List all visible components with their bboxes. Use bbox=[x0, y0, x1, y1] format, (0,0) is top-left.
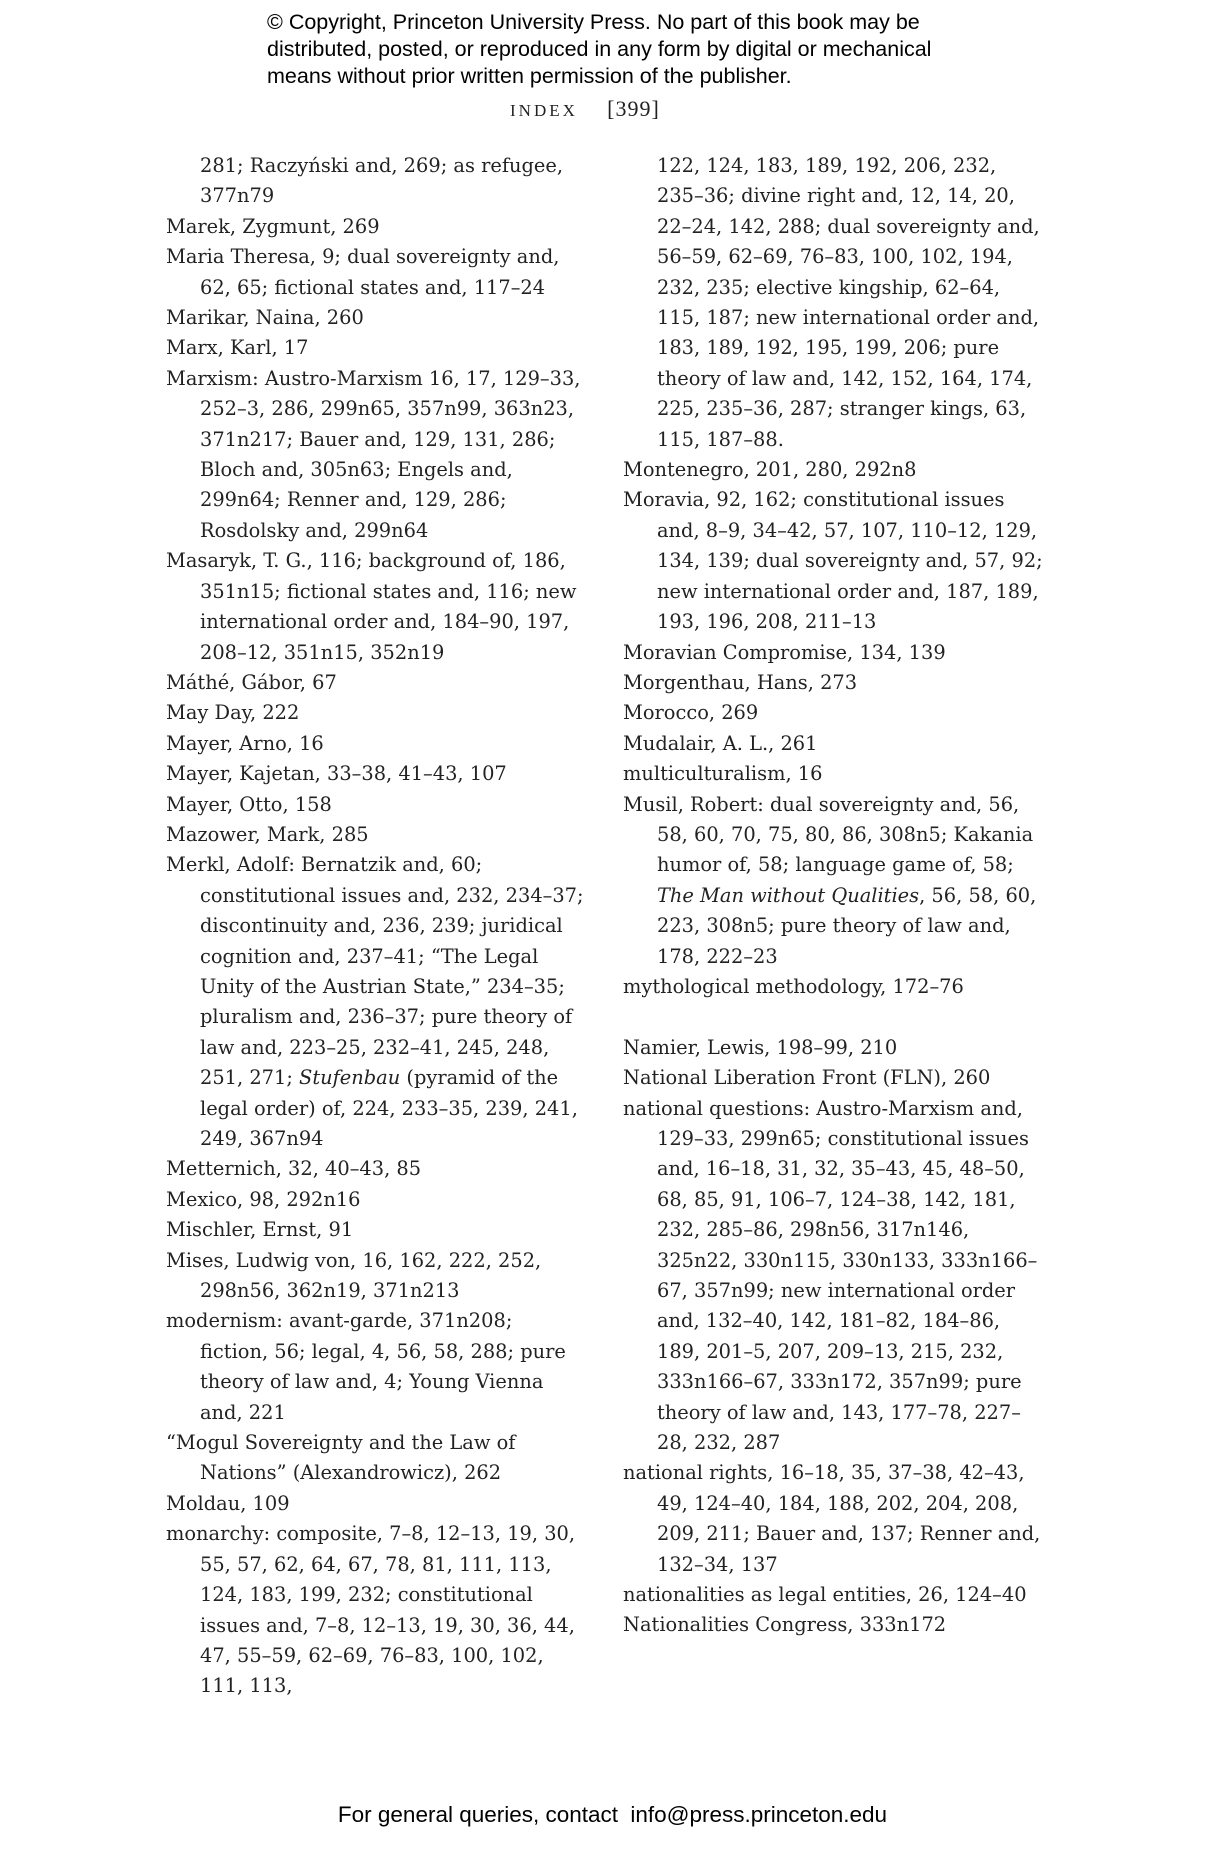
index-entry-text: May Day, 222 bbox=[166, 701, 300, 725]
index-entry-text: modernism: avant-garde, 371n208; fiction, 56; legal, 4, 56, 58, 288; pure theory of law and, 4; Young Vienna and, 221 bbox=[166, 1309, 566, 1424]
index-entry bbox=[166, 364, 586, 546]
index-entry-text: Mayer, Arno, 16 bbox=[166, 731, 324, 755]
index-entry-text: Musil, Robert: dual sovereignty and, 56, 58, 60, 70, 75, 80, 86, 308n5; Kakania humor of, 58; language game of, 58; bbox=[623, 792, 1034, 877]
index-entry bbox=[166, 1185, 586, 1215]
index-entry-text: Marikar, Naina, 260 bbox=[166, 306, 364, 330]
index-entry-text: Marx, Karl, 17 bbox=[166, 336, 309, 360]
index-entry-text: Marxism: Austro-Marxism 16, 17, 129–33, 252–3, 286, 299n65, 357n99, 363n23, 371n217; Bauer and, 129, 131, 286; Bloch and, 305n63; Engels and, 299n64; Renner and, 129, 286; Rosdolsky and, 299n64 bbox=[166, 366, 581, 542]
index-entry bbox=[166, 1154, 586, 1184]
index-entry bbox=[166, 333, 586, 363]
index-entry-text: Moravia, 92, 162; constitutional issues and, 8–9, 34–42, 57, 107, 110–12, 129, 134, 139; dual sovereignty and, 57, 92; new international order and, 187, 189, 193, 196, 208, 211–13 bbox=[623, 488, 1043, 634]
index-entry-text: , 56, 58, 60, 223, 308n5; pure theory of law and, 178, 222–23 bbox=[657, 883, 1037, 968]
index-entry-text: Mischler, Ernst, 91 bbox=[166, 1218, 354, 1242]
index-entry bbox=[623, 698, 1043, 728]
index-entry bbox=[623, 1094, 1043, 1459]
index-entry-text: monarchy: composite, 7–8, 12–13, 19, 30, 55, 57, 62, 64, 67, 78, 81, 111, 113, 124, 183, 199, 232; constitutional issues and, 7–8, 12–13, 19, 30, 36, 44, 47, 55–59, 62–69, 76–83, 100, 102, 111, 113, bbox=[166, 1522, 576, 1698]
index-column-left bbox=[166, 151, 586, 1702]
index-entry bbox=[623, 455, 1043, 485]
index-entry bbox=[166, 850, 586, 1154]
index-entry-text: Namier, Lewis, 198–99, 210 bbox=[623, 1035, 898, 1059]
index-entry-text: mythological methodology, 172–76 bbox=[623, 974, 964, 998]
index-entry bbox=[166, 668, 586, 698]
index-entry-text: Morocco, 269 bbox=[623, 701, 759, 725]
index-entry-text: Mayer, Kajetan, 33–38, 41–43, 107 bbox=[166, 762, 507, 786]
italic-title: Stufenbau bbox=[299, 1066, 401, 1090]
index-entry bbox=[623, 1063, 1043, 1093]
index-entry-text: national rights, 16–18, 35, 37–38, 42–43, 49, 124–40, 184, 188, 202, 204, 208, 209, 211; Bauer and, 137; Renner and, 132–34, 137 bbox=[623, 1461, 1041, 1576]
index-entry-text: 281; Raczyński and, 269; as refugee, 377n79 bbox=[200, 154, 564, 208]
index-entry bbox=[623, 1458, 1043, 1580]
index-entry bbox=[166, 1306, 586, 1428]
copyright-line: distributed, posted, or reproduced in any form by digital or mechanical bbox=[267, 37, 932, 61]
running-head-label: INDEX bbox=[510, 101, 578, 120]
index-entry-text: Montenegro, 201, 280, 292n8 bbox=[623, 458, 917, 482]
index-entry bbox=[166, 698, 586, 728]
page-number: [399] bbox=[607, 96, 660, 121]
index-entry bbox=[623, 1580, 1043, 1610]
index-entry-text: (pyramid of the legal order) of, 224, 233–35, 239, 241, 249, 367n94 bbox=[200, 1066, 578, 1150]
index-entry bbox=[166, 212, 586, 242]
index-entry-text: Mazower, Mark, 285 bbox=[166, 822, 369, 846]
index-entry-text: Mayer, Otto, 158 bbox=[166, 792, 332, 816]
copyright-line: © Copyright, Princeton University Press. No part of this book may be bbox=[267, 10, 920, 34]
index-entry-text: national questions: Austro-Marxism and, 129–33, 299n65; constitutional issues and, 16–18, 31, 32, 35–43, 45, 48–50, 68, 85, 91, 106–7, 124–38, 142, 181, 232, 285–86, 298n56, 317n146, 325n22, 330n115, 330n133, 333n166–67, 357n99; new international order and, 132–40, 142, 181–82, 184–86, 189, 201–5, 207, 209–13, 215, 232, 333n166–67, 333n172, 357n99; pure theory of law and, 143, 177–78, 227–28, 232, 287 bbox=[623, 1096, 1038, 1455]
index-entry-text: Merkl, Adolf: Bernatzik and, 60; constitutional issues and, 232, 234–37; discontinuity and, 236, 239; juridical cognition and, 237–41; “The Legal Unity of the Austrian State,” 234–35; pluralism and, 236–37; pure theory of law and, 223–25, 232–41, 245, 248, 251, 271; bbox=[166, 853, 584, 1090]
index-entry-text: Mexico, 98, 292n16 bbox=[166, 1187, 361, 1211]
index-entry-text: 122, 124, 183, 189, 192, 206, 232, 235–36; divine right and, 12, 14, 20, 22–24, 142, 288; dual sovereignty and, 56–59, 62–69, 76–83, 100, 102, 194, 232, 235; elective kingship, 62–64, 115, 187; new international order and, 183, 189, 192, 195, 199, 206; pure theory of law and, 142, 152, 164, 174, 225, 235–36, 287; stranger kings, 63, 115, 187–88. bbox=[657, 154, 1040, 451]
index-entry-text: Nationalities Congress, 333n172 bbox=[623, 1613, 947, 1637]
index-entry-text: Metternich, 32, 40–43, 85 bbox=[166, 1157, 422, 1181]
index-entry-text: Mises, Ludwig von, 16, 162, 222, 252, 298n56, 362n19, 371n213 bbox=[166, 1248, 542, 1303]
index-entry bbox=[166, 729, 586, 759]
section-gap bbox=[623, 1002, 1043, 1032]
index-entry bbox=[166, 1519, 586, 1701]
index-entry bbox=[623, 638, 1043, 668]
index-column-right bbox=[623, 151, 1043, 1641]
index-entry bbox=[623, 1610, 1043, 1640]
index-entry-text: National Liberation Front (FLN), 260 bbox=[623, 1066, 991, 1090]
index-entry-continued bbox=[166, 151, 586, 212]
index-entry-text: Masaryk, T. G., 116; background of, 186, 351n15; fictional states and, 116; new international order and, 184–90, 197, 208–12, 351n15, 352n19 bbox=[166, 549, 577, 664]
index-entry bbox=[623, 790, 1043, 972]
contact-email-link[interactable]: info@press.princeton.edu bbox=[630, 1802, 888, 1827]
index-entry bbox=[166, 820, 586, 850]
index-entry-text: Morgenthau, Hans, 273 bbox=[623, 670, 858, 694]
index-entry bbox=[166, 546, 586, 668]
index-entry bbox=[623, 759, 1043, 789]
index-entry bbox=[166, 790, 586, 820]
footer-contact bbox=[0, 1802, 1225, 1828]
running-head bbox=[510, 96, 810, 122]
index-entry bbox=[623, 1033, 1043, 1063]
index-entry-text: Moravian Compromise, 134, 139 bbox=[623, 640, 946, 664]
index-entry-text: Marek, Zygmunt, 269 bbox=[166, 214, 380, 238]
copyright-line: means without prior written permission of the publisher. bbox=[267, 64, 792, 88]
index-entry-continued bbox=[623, 151, 1043, 455]
index-entry bbox=[166, 1246, 586, 1307]
index-entry bbox=[166, 1428, 586, 1489]
index-entry bbox=[166, 1489, 586, 1519]
index-entry bbox=[166, 242, 586, 303]
footer-text: For general queries, contact bbox=[337, 1802, 619, 1827]
copyright-notice bbox=[267, 9, 1027, 90]
index-entry-text: Moldau, 109 bbox=[166, 1491, 290, 1515]
index-entry-text: Maria Theresa, 9; dual sovereignty and, 62, 65; fictional states and, 117–24 bbox=[166, 245, 560, 299]
index-entry bbox=[623, 668, 1043, 698]
index-entry-text: nationalities as legal entities, 26, 124–40 bbox=[623, 1583, 1027, 1607]
index-entry bbox=[166, 1215, 586, 1245]
index-entry bbox=[623, 485, 1043, 637]
index-entry bbox=[166, 303, 586, 333]
index-entry-text: “Mogul Sovereignty and the Law of Nations” (Alexandrowicz), 262 bbox=[166, 1431, 516, 1485]
index-entry bbox=[623, 729, 1043, 759]
index-entry-text: Mudalair, A. L., 261 bbox=[623, 731, 818, 755]
index-entry bbox=[166, 759, 586, 789]
index-entry-text: multiculturalism, 16 bbox=[623, 762, 823, 786]
index-entry bbox=[623, 972, 1043, 1002]
index-entry-text: Máthé, Gábor, 67 bbox=[166, 670, 337, 694]
italic-title: The Man without Qualities bbox=[657, 883, 920, 907]
